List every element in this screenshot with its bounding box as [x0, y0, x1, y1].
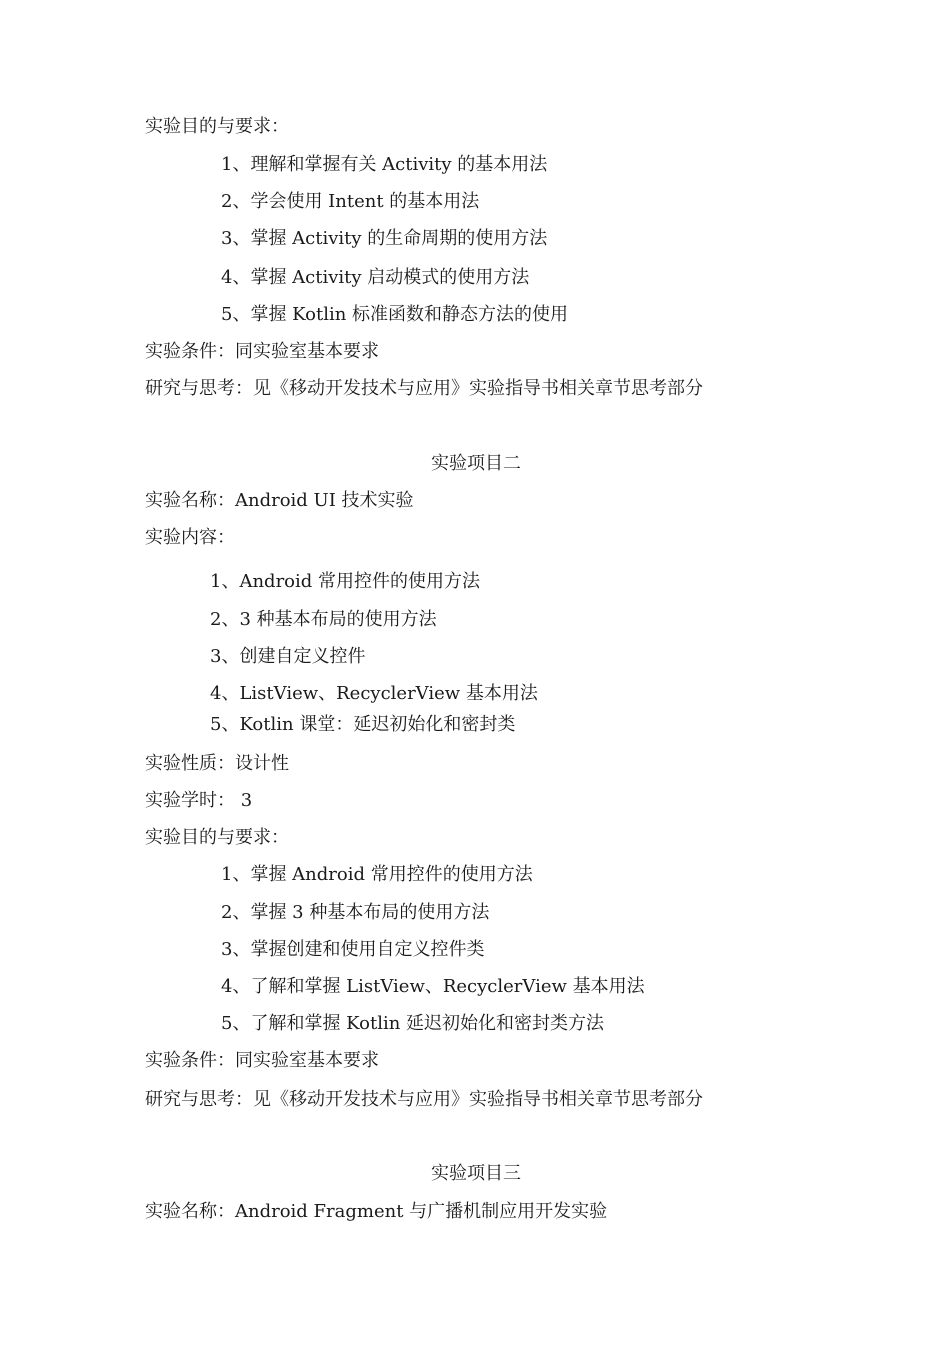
content-item: 1、Android 常用控件的使用方法 — [210, 571, 481, 592]
content-item: 3、创建自定义控件 — [210, 646, 366, 667]
content-item: 5、Kotlin 课堂：延迟初始化和密封类 — [210, 714, 516, 735]
section-heading: 实验项目二 — [431, 453, 521, 474]
conditions-line: 实验条件：同实验室基本要求 — [145, 341, 379, 362]
goal-item: 4、了解和掌握 ListView、RecyclerView 基本用法 — [221, 976, 645, 997]
hours-line: 实验学时： 3 — [145, 790, 253, 811]
goal-item: 4、掌握 Activity 启动模式的使用方法 — [221, 267, 530, 288]
nature-line: 实验性质：设计性 — [145, 753, 289, 774]
content-item: 2、3 种基本布局的使用方法 — [210, 609, 437, 630]
goal-item: 2、学会使用 Intent 的基本用法 — [221, 191, 480, 212]
research-line: 研究与思考：见《移动开发技术与应用》实验指导书相关章节思考部分 — [145, 1089, 703, 1110]
goal-item: 5、掌握 Kotlin 标准函数和静态方法的使用 — [221, 304, 569, 325]
goal-item: 5、了解和掌握 Kotlin 延迟初始化和密封类方法 — [221, 1013, 605, 1034]
content-item: 4、ListView、RecyclerView 基本用法 — [210, 683, 538, 704]
research-line: 研究与思考：见《移动开发技术与应用》实验指导书相关章节思考部分 — [145, 378, 703, 399]
goal-item: 2、掌握 3 种基本布局的使用方法 — [221, 902, 490, 923]
goal-item: 1、掌握 Android 常用控件的使用方法 — [221, 864, 533, 885]
experiment-name: 实验名称：Android Fragment 与广播机制应用开发实验 — [145, 1201, 608, 1222]
goals-label: 实验目的与要求： — [145, 116, 289, 137]
goals-label: 实验目的与要求： — [145, 827, 289, 848]
experiment-name: 实验名称：Android UI 技术实验 — [145, 490, 414, 511]
goal-item: 1、理解和掌握有关 Activity 的基本用法 — [221, 154, 548, 175]
goal-item: 3、掌握创建和使用自定义控件类 — [221, 939, 485, 960]
conditions-line: 实验条件：同实验室基本要求 — [145, 1050, 379, 1071]
content-label: 实验内容： — [145, 527, 235, 548]
goal-item: 3、掌握 Activity 的生命周期的使用方法 — [221, 228, 548, 249]
section-heading: 实验项目三 — [431, 1163, 521, 1184]
